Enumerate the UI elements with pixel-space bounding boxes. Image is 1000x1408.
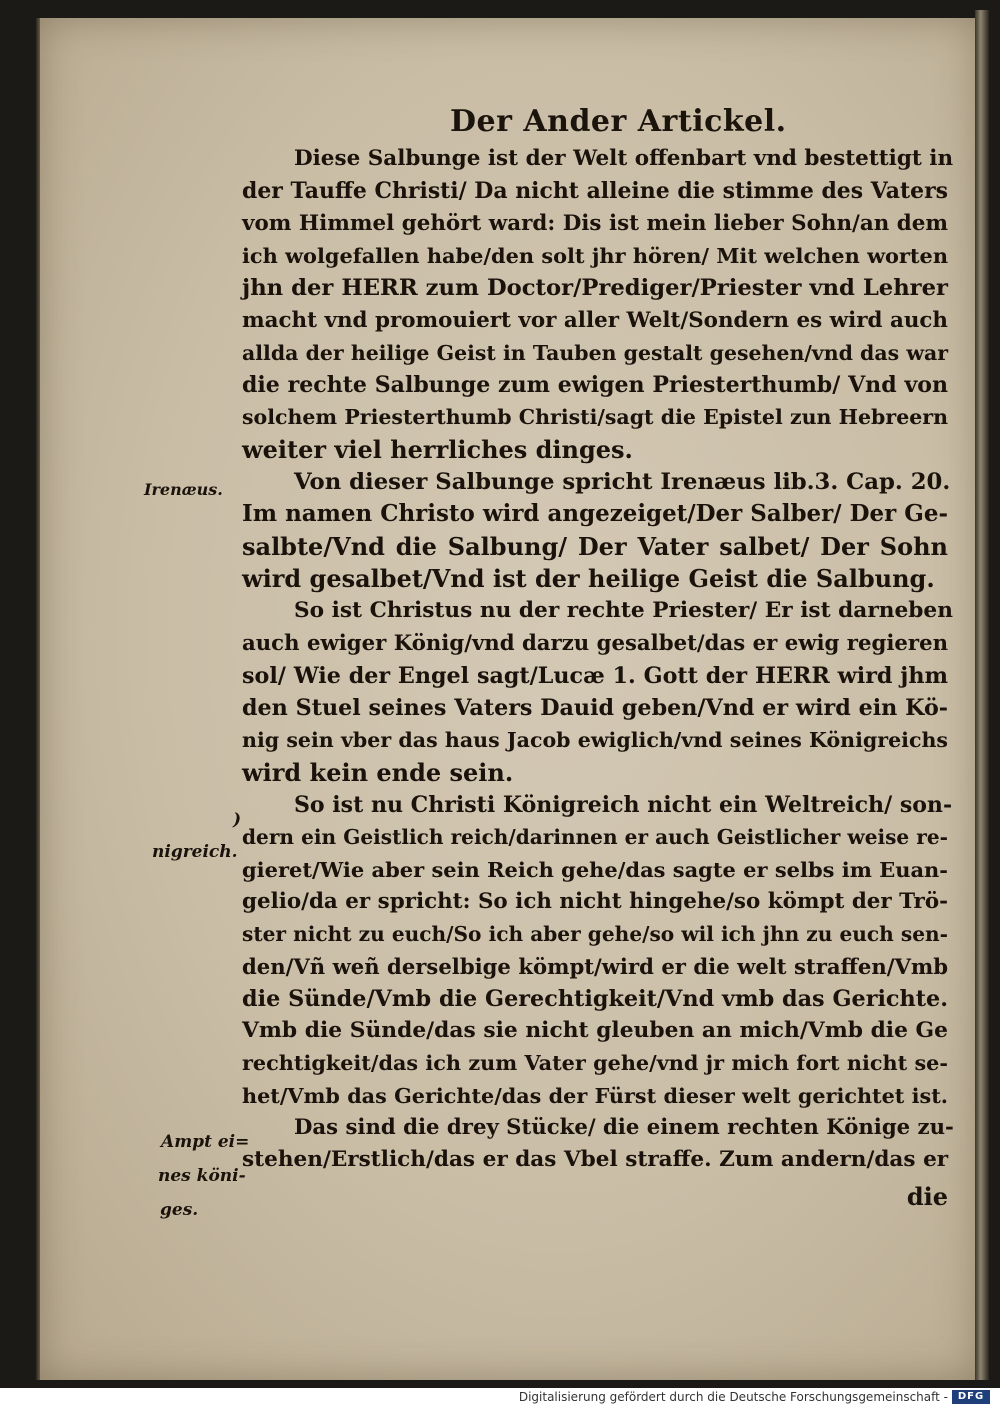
- footer-credit: Digitalisierung gefördert durch die Deutsche Forschungsgemeinschaft -: [518, 1390, 948, 1404]
- text-line: die Sünde/Vmb die Gerechtigkeit/Vnd vmb das Gerichte.: [242, 985, 948, 1012]
- footer-bar: [0, 1388, 1000, 1408]
- marginal-note-ampt-line3: ges.: [160, 1200, 199, 1220]
- text-line: vom Himmel gehört ward: Dis ist mein lieber Sohn/an dem: [242, 210, 948, 236]
- text-line: den Stuel seines Vaters Dauid geben/Vnd er wird ein Kö-: [242, 695, 948, 722]
- dfg-logo: DFG: [952, 1390, 990, 1404]
- text-line: sol/ Wie der Engel sagt/Lucæ 1. Gott der HERR wird jhm: [242, 662, 948, 689]
- text-line: dern ein Geistlich reich/darinnen er auch Geistlicher weise re-: [242, 825, 948, 850]
- text-line: salbte/Vnd die Salbung/ Der Vater salbet/ Der Sohn: [242, 531, 948, 561]
- page-edge-right: [975, 10, 989, 1380]
- marginal-note-ampt-line1: Ampt ei=: [161, 1132, 250, 1152]
- text-line: nig sein vber das haus Jacob ewiglich/vnd seines Königreichs: [242, 728, 948, 753]
- text-line: wird kein ende sein.: [242, 757, 514, 787]
- text-line: solchem Priesterthumb Christi/sagt die Epistel zun Hebreern: [242, 405, 948, 430]
- text-line: jhn der HERR zum Doctor/Prediger/Priester vnd Lehrer: [242, 275, 948, 302]
- catchword: die: [906, 1182, 948, 1211]
- text-line: weiter viel herrliches dinges.: [242, 434, 633, 464]
- text-line: macht vnd promouiert vor aller Welt/Sondern es wird auch: [242, 307, 948, 333]
- text-line: So ist nu Christi Königreich nicht ein Weltreich/ son-: [294, 792, 953, 818]
- text-line: ich wolgefallen habe/den solt jhr hören/ Mit welchen worten: [242, 242, 948, 268]
- text-line: den/Vñ weñ derselbige kömpt/wird er die welt straffen/Vmb: [242, 953, 948, 979]
- text-line: allda der heilige Geist in Tauben gestalt gesehen/vnd das war: [242, 340, 948, 365]
- text-line: der Tauffe Christi/ Da nicht alleine die stimme des Vaters: [242, 178, 948, 205]
- text-line: So ist Christus nu der rechte Priester/ Er ist darneben: [294, 598, 953, 624]
- text-line: Im namen Christo wird angezeiget/Der Salber/ Der Ge-: [242, 500, 948, 528]
- text-line: auch ewiger König/vnd darzu gesalbet/das er ewig regieren: [242, 630, 948, 656]
- running-head: Der Ander Artickel.: [450, 104, 787, 139]
- text-line: die rechte Salbunge zum ewigen Priesterthumb/ Vnd von: [242, 372, 948, 399]
- text-line: ster nicht zu euch/So ich aber gehe/so wil ich jhn zu euch sen-: [242, 922, 948, 947]
- text-line: rechtigkeit/das ich zum Vater gehe/vnd jr mich fort nicht se-: [242, 1051, 948, 1076]
- text-line: Von dieser Salbunge spricht Irenæus lib.3. Cap. 20.: [294, 469, 951, 495]
- text-line: wird gesalbet/Vnd ist der heilige Geist die Salbung.: [242, 563, 935, 593]
- text-line: Das sind die drey Stücke/ die einem rechten Könige zu-: [294, 1115, 954, 1140]
- marginal-note-ampt-line2: nes köni-: [158, 1166, 246, 1186]
- text-line: gelio/da er spricht: So ich nicht hingehe/so kömpt der Trö-: [242, 888, 948, 914]
- text-line: het/Vmb das Gerichte/das der Fürst dieser welt gerichtet ist.: [242, 1083, 948, 1108]
- marginal-note-irenaeus: Irenæus.: [144, 480, 223, 499]
- text-line: Diese Salbunge ist der Welt offenbart vnd bestettigt in: [294, 146, 954, 171]
- text-line: gieret/Wie aber sein Reich gehe/das sagte er selbs im Euan-: [242, 856, 948, 882]
- marginal-note-koenigreich: nigreich.: [152, 842, 238, 862]
- text-line: Vmb die Sünde/das sie nicht gleuben an mich/Vmb die Ge: [242, 1018, 948, 1044]
- text-line: stehen/Erstlich/das er das Vbel straffe. Zum andern/das er: [242, 1147, 949, 1173]
- marginal-note-fragment: ): [233, 810, 242, 830]
